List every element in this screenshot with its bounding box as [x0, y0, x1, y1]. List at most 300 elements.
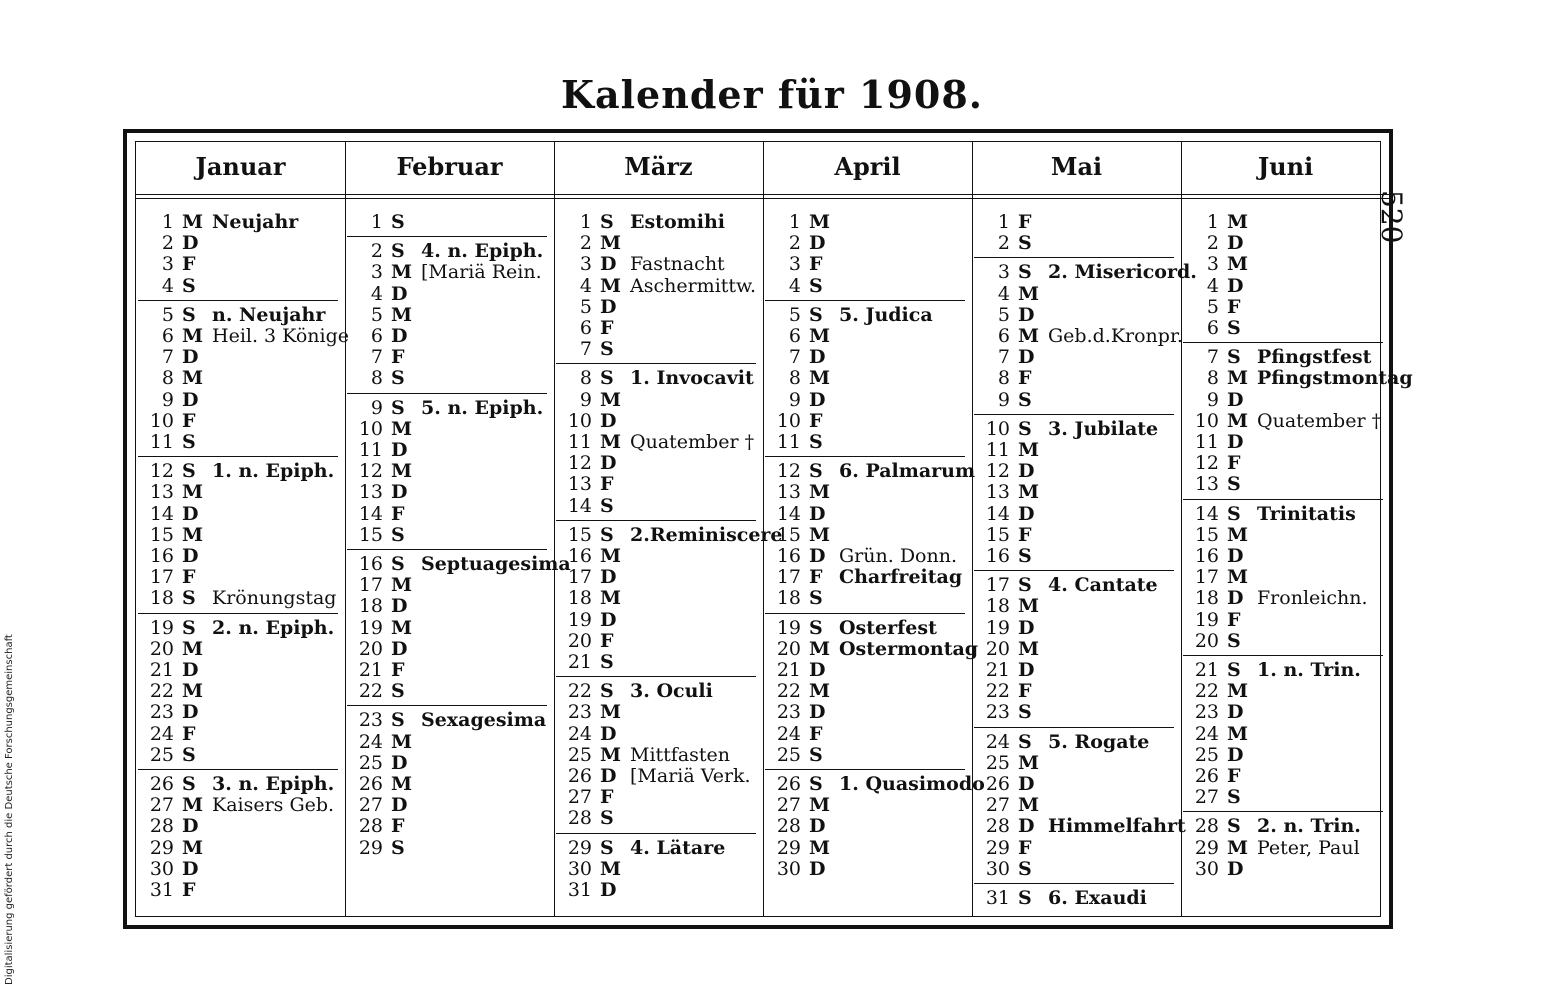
day-row [769, 460, 976, 483]
day-number: 14 [358, 502, 383, 525]
day-number: 28 [149, 815, 174, 838]
week-separator [765, 613, 965, 614]
weekday-letter: F [600, 629, 614, 652]
day-number: 26 [149, 773, 174, 795]
day-number: 28 [1194, 815, 1219, 838]
day-row [769, 368, 969, 389]
week-separator [556, 833, 756, 834]
day-number: 12 [1194, 452, 1219, 475]
weekday-letter: D [600, 722, 617, 745]
day-row [560, 254, 760, 275]
day-row [1187, 724, 1387, 745]
day-row [978, 440, 1178, 461]
weekday-letter: M [182, 325, 204, 347]
day-note: 5. Rogate [1048, 730, 1150, 753]
day-row [769, 637, 979, 660]
day-number: 8 [579, 367, 592, 390]
day-row [1187, 504, 1387, 525]
day-row [351, 596, 551, 617]
day-row [1187, 859, 1387, 880]
weekday-letter: F [182, 409, 196, 432]
weekday-letter: S [1227, 317, 1241, 339]
weekday-letter: M [600, 857, 622, 880]
day-row [560, 546, 760, 567]
day-note: Pfingstfest [1257, 346, 1372, 369]
day-number: 10 [1194, 409, 1219, 432]
day-number: 9 [579, 388, 592, 411]
weekday-letter: S [600, 807, 614, 830]
day-note: Estomihi [630, 211, 725, 233]
month-column-4 [763, 142, 985, 916]
day-row [769, 347, 969, 368]
day-row [142, 525, 342, 546]
day-row [1187, 297, 1387, 318]
day-number: 24 [567, 722, 592, 745]
day-number: 23 [776, 701, 801, 724]
day-note: Ostermontag [839, 637, 979, 660]
weekday-letter: F [1018, 680, 1032, 703]
day-row [560, 432, 760, 453]
day-note: Trinitatis [1257, 502, 1356, 525]
day-number: 1 [788, 211, 801, 233]
day-number: 12 [985, 460, 1010, 483]
day-note: Charfreitag [839, 566, 963, 589]
weekday-letter: S [600, 836, 614, 859]
weekday-letter: M [600, 587, 622, 610]
weekday-letter: D [182, 857, 199, 880]
weekday-letter: S [809, 274, 823, 297]
weekday-letter: M [182, 680, 204, 703]
week-separator [347, 705, 547, 706]
day-number: 11 [358, 439, 383, 461]
day-row [351, 440, 551, 461]
day-row [142, 724, 342, 745]
day-row [560, 318, 760, 339]
weekday-letter: M [391, 574, 413, 597]
day-number: 24 [149, 722, 174, 745]
day-number: 19 [149, 616, 174, 639]
day-number: 16 [358, 553, 383, 575]
day-row [769, 618, 969, 639]
weekday-letter: D [1227, 587, 1244, 610]
weekday-letter: D [809, 659, 826, 681]
week-separator [974, 883, 1174, 884]
day-note: [Mariä Rein. [421, 261, 542, 284]
day-note: Fastnacht [630, 253, 725, 276]
week-separator [138, 456, 338, 457]
header-rule [1181, 198, 1390, 199]
day-row [769, 838, 969, 859]
day-row [1187, 588, 1387, 609]
day-number: 28 [776, 815, 801, 838]
day-row [351, 482, 551, 503]
month-name: Mai [1050, 152, 1103, 181]
weekday-letter: M [1227, 836, 1249, 859]
day-row [978, 390, 1178, 411]
day-row [142, 588, 342, 609]
day-number: 31 [149, 879, 174, 901]
day-row [769, 432, 969, 453]
weekday-letter: M [1227, 523, 1249, 546]
day-number: 15 [985, 523, 1010, 546]
day-row [769, 482, 969, 503]
month-name: Februar [396, 152, 503, 181]
weekday-letter: M [809, 637, 831, 660]
day-row [142, 745, 342, 766]
day-row [142, 774, 342, 795]
day-row [351, 326, 551, 347]
weekday-letter: M [391, 616, 413, 639]
weekday-letter: D [182, 545, 199, 567]
day-note: Himmelfahrt [1048, 815, 1186, 838]
day-row [769, 773, 985, 795]
week-separator [138, 300, 338, 301]
day-row [1187, 474, 1387, 495]
day-number: 4 [788, 274, 801, 297]
day-number: 16 [149, 545, 174, 567]
day-row [1187, 254, 1387, 275]
day-row [560, 212, 760, 233]
weekday-letter: M [600, 388, 622, 411]
day-row [978, 233, 1178, 254]
day-row [142, 305, 342, 326]
day-row [769, 702, 969, 723]
day-row [769, 411, 969, 432]
day-number: 30 [149, 857, 174, 880]
day-number: 5 [997, 303, 1010, 326]
day-row [1187, 567, 1387, 588]
day-row [769, 724, 969, 745]
weekday-letter: S [1018, 417, 1032, 440]
weekday-letter: M [1018, 439, 1040, 461]
day-row [769, 745, 969, 766]
weekday-letter: M [391, 773, 413, 795]
day-row [978, 815, 1186, 838]
month-name: Juni [1257, 152, 1314, 181]
day-number: 20 [567, 629, 592, 652]
day-row [351, 525, 551, 546]
weekday-letter: D [600, 879, 617, 901]
day-number: 6 [161, 325, 174, 347]
day-number: 10 [358, 417, 383, 440]
weekday-letter: F [1227, 608, 1241, 631]
day-row [769, 859, 969, 880]
weekday-letter: M [1018, 751, 1040, 774]
day-number: 28 [567, 807, 592, 830]
day-number: 28 [358, 815, 383, 838]
weekday-letter: S [391, 396, 405, 419]
day-row [978, 838, 1178, 859]
weekday-letter: F [600, 473, 614, 496]
day-row [1187, 631, 1387, 652]
day-number: 26 [1194, 765, 1219, 787]
day-number: 25 [776, 743, 801, 766]
header-rule [345, 198, 554, 199]
day-number: 14 [1194, 502, 1219, 525]
weekday-letter: D [391, 751, 408, 774]
day-number: 27 [358, 794, 383, 817]
day-note: Peter, Paul [1257, 836, 1360, 859]
weekday-letter: F [1227, 295, 1241, 318]
day-number: 20 [776, 637, 801, 660]
day-row [978, 461, 1178, 482]
day-row [1187, 390, 1387, 411]
day-row [978, 347, 1178, 368]
day-number: 30 [776, 857, 801, 880]
weekday-letter: D [1018, 460, 1035, 483]
day-row [351, 212, 551, 233]
weekday-letter: F [391, 502, 405, 525]
weekday-letter: S [600, 494, 614, 517]
weekday-letter: D [1018, 502, 1035, 525]
day-note: 6. Exaudi [1048, 887, 1147, 909]
day-number: 9 [788, 388, 801, 411]
weekday-letter: M [1227, 367, 1249, 390]
day-row [560, 724, 760, 745]
day-row [351, 262, 551, 283]
weekday-letter: M [1018, 794, 1040, 817]
weekday-letter: M [1227, 211, 1249, 233]
day-number: 16 [985, 545, 1010, 567]
day-number: 25 [358, 751, 383, 774]
weekday-letter: S [1018, 887, 1032, 909]
weekday-letter: S [182, 587, 196, 610]
week-separator [138, 769, 338, 770]
day-number: 19 [776, 616, 801, 639]
weekday-letter: D [809, 232, 826, 255]
week-separator [347, 236, 547, 237]
day-row [978, 212, 1178, 233]
day-row [142, 411, 342, 432]
day-number: 3 [370, 261, 383, 284]
day-row [1187, 787, 1387, 808]
weekday-letter: S [391, 211, 405, 233]
day-row [769, 326, 969, 347]
day-number: 16 [567, 545, 592, 567]
weekday-letter: M [809, 836, 831, 859]
column-divider [1181, 142, 1182, 916]
calendar-frame [123, 129, 1413, 929]
header-rule [136, 194, 345, 195]
weekday-letter: D [182, 346, 199, 369]
day-number: 18 [1194, 587, 1219, 610]
day-note: Pfingstmontag [1257, 367, 1413, 390]
weekday-letter: S [391, 240, 405, 263]
day-number: 19 [567, 608, 592, 631]
day-note: 6. Palmarum [839, 460, 976, 483]
weekday-letter: M [600, 431, 622, 453]
weekday-letter: S [600, 680, 614, 703]
day-note: Krönungstag [212, 587, 337, 610]
weekday-letter: D [391, 282, 408, 305]
weekday-letter: F [809, 722, 823, 745]
day-number: 2 [579, 232, 592, 255]
day-row [769, 795, 969, 816]
day-number: 14 [567, 494, 592, 517]
day-row [1187, 318, 1387, 339]
day-number: 26 [776, 773, 801, 795]
day-number: 9 [161, 388, 174, 411]
day-number: 23 [985, 701, 1010, 724]
day-row [142, 368, 342, 389]
day-number: 21 [567, 651, 592, 673]
weekday-letter: M [391, 261, 413, 284]
weekday-letter: D [600, 295, 617, 318]
weekday-letter: D [1018, 346, 1035, 369]
day-row [142, 859, 342, 880]
day-row [560, 766, 760, 787]
day-row [1187, 816, 1387, 837]
day-note: 5. n. Epiph. [421, 396, 544, 419]
day-row [769, 504, 969, 525]
week-separator [974, 727, 1174, 728]
header-rule [763, 198, 972, 199]
day-number: 21 [1194, 659, 1219, 681]
day-note: Osterfest [839, 616, 937, 639]
day-row [769, 276, 969, 297]
day-number: 23 [358, 709, 383, 732]
day-number: 22 [358, 680, 383, 703]
day-row [142, 212, 342, 233]
weekday-letter: M [809, 794, 831, 817]
week-separator [1183, 811, 1383, 812]
day-note: n. Neujahr [212, 303, 326, 326]
day-row [978, 284, 1178, 305]
day-row [142, 432, 342, 453]
day-number: 31 [567, 879, 592, 901]
day-number: 12 [567, 452, 592, 475]
day-row [142, 347, 342, 368]
weekday-letter: M [391, 460, 413, 483]
day-number: 21 [985, 659, 1010, 681]
week-separator [974, 257, 1174, 258]
day-note: 4. n. Epiph. [421, 240, 544, 263]
day-note: 2. Misericord. [1048, 261, 1197, 284]
day-row [351, 347, 551, 368]
day-number: 13 [358, 481, 383, 504]
day-number: 2 [788, 232, 801, 255]
day-number: 26 [358, 773, 383, 795]
day-number: 8 [997, 367, 1010, 390]
week-separator [1183, 655, 1383, 656]
day-row [978, 504, 1178, 525]
day-row [351, 575, 551, 596]
day-row [978, 575, 1178, 596]
weekday-letter: D [600, 253, 617, 276]
weekday-letter: M [600, 274, 622, 297]
day-row [351, 710, 551, 731]
day-row [1187, 367, 1413, 390]
header-rule [554, 194, 763, 195]
day-row [978, 419, 1178, 440]
day-number: 7 [579, 338, 592, 361]
day-number: 11 [149, 431, 174, 453]
day-number: 23 [149, 701, 174, 724]
day-number: 20 [985, 637, 1010, 660]
weekday-letter: D [1018, 815, 1035, 838]
day-number: 8 [161, 367, 174, 390]
weekday-letter: F [1227, 452, 1241, 475]
weekday-letter: M [391, 730, 413, 753]
weekday-letter: F [600, 786, 614, 809]
day-number: 10 [567, 409, 592, 432]
weekday-letter: S [1018, 701, 1032, 724]
weekday-letter: D [1227, 388, 1244, 411]
weekday-letter: F [809, 409, 823, 432]
week-separator [1183, 499, 1383, 500]
weekday-letter: D [182, 815, 199, 838]
day-number: 2 [370, 240, 383, 263]
weekday-letter: S [182, 743, 196, 766]
day-number: 17 [358, 574, 383, 597]
weekday-letter: D [600, 409, 617, 432]
day-row [142, 702, 342, 723]
weekday-letter: S [391, 680, 405, 703]
day-row [978, 753, 1178, 774]
day-row [560, 610, 760, 631]
day-row [769, 305, 969, 326]
day-note: Geb.d.Kronpr. [1048, 325, 1183, 347]
weekday-letter: D [391, 325, 408, 347]
day-note: 3. Oculi [630, 680, 713, 703]
day-row [560, 474, 760, 495]
day-number: 3 [997, 261, 1010, 284]
weekday-letter: M [809, 481, 831, 504]
day-row [1187, 233, 1387, 254]
weekday-letter: F [809, 566, 823, 589]
day-row [1187, 610, 1387, 631]
day-row [560, 390, 760, 411]
weekday-letter: F [182, 722, 196, 745]
day-number: 29 [567, 836, 592, 859]
day-number: 11 [985, 439, 1010, 461]
weekday-letter: D [391, 637, 408, 660]
weekday-letter: S [1227, 502, 1241, 525]
day-row [1187, 702, 1387, 723]
day-note: Sexagesima [421, 709, 547, 732]
day-number: 30 [567, 857, 592, 880]
weekday-letter: F [1018, 836, 1032, 859]
day-row [978, 774, 1178, 795]
weekday-letter: S [809, 431, 823, 453]
day-number: 26 [567, 765, 592, 787]
day-number: 30 [1194, 857, 1219, 880]
day-row [560, 631, 760, 652]
header-rule [972, 198, 1181, 199]
week-separator [347, 393, 547, 394]
day-number: 14 [149, 502, 174, 525]
day-note: Kaisers Geb. [212, 794, 335, 817]
day-row [978, 596, 1178, 617]
weekday-letter: S [809, 773, 823, 795]
day-row [560, 880, 760, 901]
day-row [351, 553, 571, 575]
day-row [978, 681, 1178, 702]
weekday-letter: S [182, 431, 196, 453]
day-row [351, 774, 551, 795]
day-row [560, 339, 760, 360]
weekday-letter: M [1227, 722, 1249, 745]
day-number: 17 [149, 566, 174, 589]
month-column-2 [345, 142, 571, 916]
weekday-letter: M [182, 481, 204, 504]
day-row [978, 795, 1178, 816]
weekday-letter: M [600, 701, 622, 724]
day-number: 11 [1194, 431, 1219, 453]
weekday-letter: D [182, 701, 199, 724]
weekday-letter: D [600, 765, 617, 787]
day-row [1187, 546, 1387, 567]
